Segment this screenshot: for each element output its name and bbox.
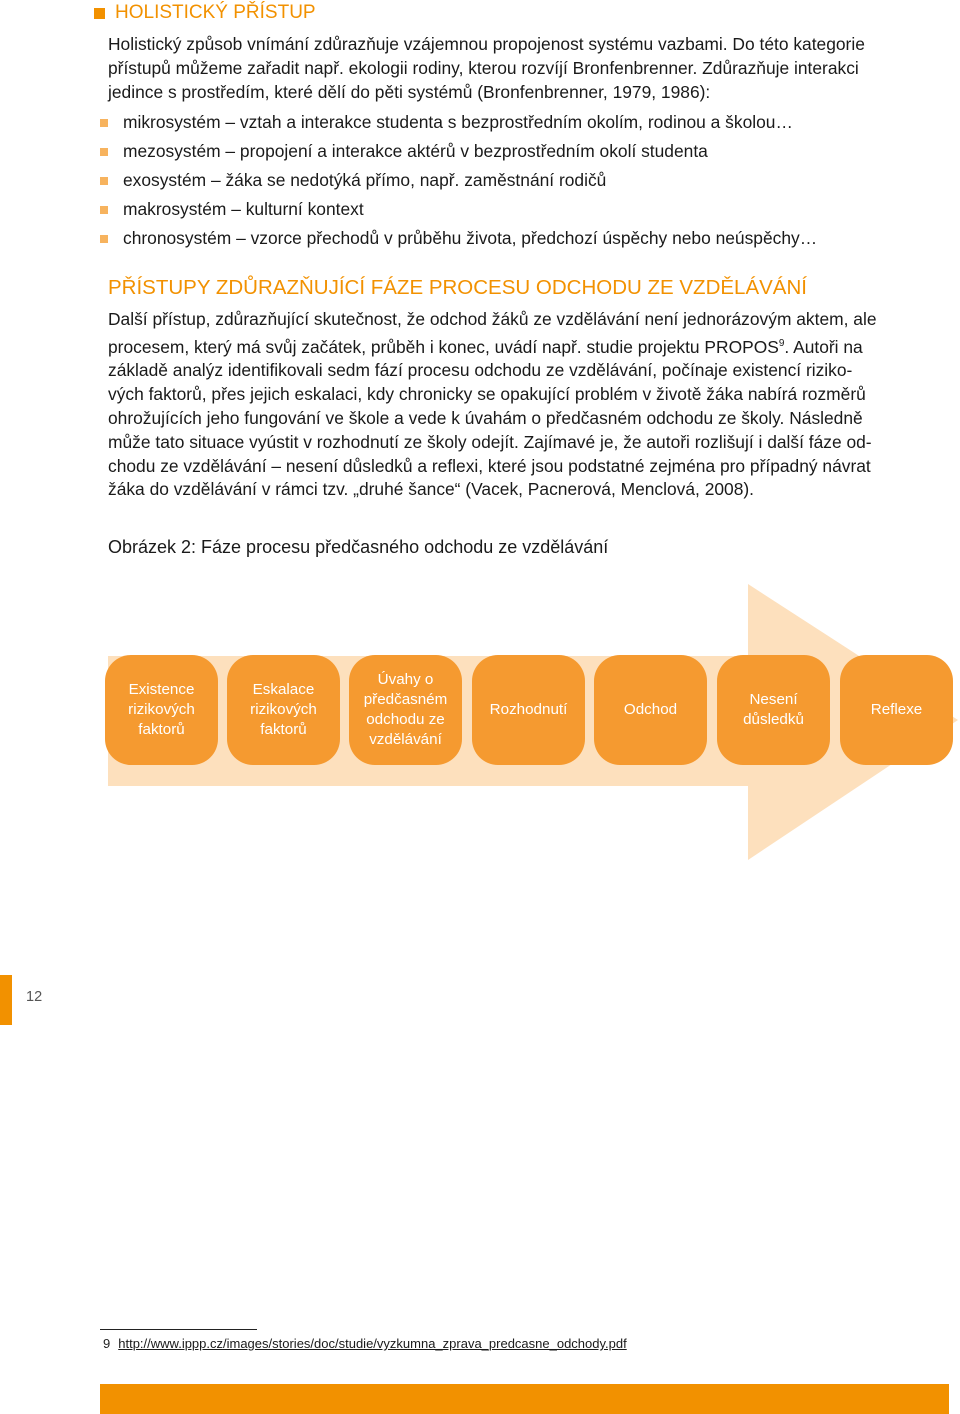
bullet-square-icon bbox=[100, 119, 108, 127]
list-item bbox=[100, 224, 817, 253]
phase-box bbox=[594, 655, 707, 765]
phase-box bbox=[717, 655, 830, 765]
phase-label: Eskalace rizikových faktorů bbox=[250, 681, 317, 738]
paragraph-line-text: procesem, který má svůj začátek, průběh i konec, uvádí např. studie projektu PROPOS bbox=[108, 336, 779, 357]
holistic-paragraph bbox=[108, 33, 951, 104]
bullet-square-icon bbox=[100, 177, 108, 185]
phase-label: Nesení důsledků bbox=[743, 691, 804, 728]
paragraph-line: může tato situace vyústit v rozhodnutí ze školy odejít. Zajímavé je, že autoři rozlišují i další fáze od- bbox=[108, 431, 872, 452]
paragraph-line: základě analýz identifikovali sedm fází procesu odchodu ze vzdělávání, počínaje existencí riziko- bbox=[108, 360, 853, 381]
footnote-link[interactable]: http://www.ippp.cz/images/stories/doc/studie/vyzkumna_zprava_predcasne_odchody.pdf bbox=[118, 1336, 627, 1351]
list-item-text: mikrosystém – vztah a interakce studenta s bezprostředním okolím, rodinou a školou… bbox=[123, 112, 793, 132]
section-heading-text: HOLISTICKÝ PŘÍSTUP bbox=[115, 2, 316, 23]
phase-label: Rozhodnutí bbox=[489, 701, 568, 718]
paragraph-line bbox=[108, 332, 951, 360]
page-marker-bar bbox=[0, 975, 12, 1025]
list-item bbox=[100, 108, 817, 137]
list-item bbox=[100, 166, 817, 195]
paragraph-line: Holistický způsob vnímání zdůrazňuje vzájemnou propojenost systému vazbami. Do této kategorie bbox=[108, 34, 865, 54]
page-number: 12 bbox=[26, 989, 43, 1005]
phase-label: Reflexe bbox=[870, 701, 923, 718]
phase-box bbox=[840, 655, 953, 765]
phase-label: Úvahy o předčasném odchodu ze vzdělávání bbox=[363, 671, 448, 748]
footer-bar bbox=[100, 1384, 949, 1414]
systems-list bbox=[100, 108, 817, 253]
list-item bbox=[100, 195, 817, 224]
bullet-square-icon bbox=[100, 148, 108, 156]
paragraph-line: přístupů můžeme zařadit např. ekologii rodiny, kterou rozvíjí Bronfenbrenner. Zdůrazňuje interakci bbox=[108, 57, 859, 78]
list-item-text: makrosystém – kulturní kontext bbox=[123, 199, 364, 219]
paragraph-line: žáka do vzdělávání v rámci tzv. „druhé šance“ (Vacek, Pacnerová, Menclová, 2008). bbox=[108, 479, 755, 500]
phase-label: Odchod bbox=[623, 701, 678, 718]
paragraph-line: jedince s prostředím, které dělí do pěti systémů (Bronfenbrenner, 1979, 1986): bbox=[108, 81, 711, 102]
bullet-square-icon bbox=[100, 235, 108, 243]
phase-box bbox=[349, 655, 462, 765]
paragraph-line: chodu ze vzdělávání – nesení důsledků a reflexi, které jsou podstatné zejména pro případný návrat bbox=[108, 455, 871, 476]
list-item-text: chronosystém – vzorce přechodů v průběhu života, předchozí úspěchy nebo neúspěchy… bbox=[123, 228, 818, 248]
bullet-square-icon bbox=[100, 206, 108, 214]
footnote-ref[interactable]: 9 bbox=[778, 337, 785, 349]
phase-box bbox=[227, 655, 340, 765]
paragraph-line: ohrožujících jeho fungování ve škole a vede k úvahám o předčasném odchodu ze školy. Následně bbox=[108, 407, 863, 428]
phases-paragraph bbox=[108, 308, 951, 502]
footnote bbox=[103, 1336, 627, 1351]
phase-box bbox=[105, 655, 218, 765]
paragraph-line: Další přístup, zdůrazňující skutečnost, že odchod žáků ze vzdělávání není jednorázovým aktem, ale bbox=[108, 309, 877, 329]
section-heading-holistic bbox=[94, 2, 316, 24]
paragraph-line: vých faktorů, přes jejich eskalaci, kdy chronicky se opakující problém v životě žáka nabírá rozměrů bbox=[108, 384, 866, 405]
heading-square-icon bbox=[94, 8, 105, 19]
paragraph-line-tail: . Autoři na bbox=[784, 336, 863, 357]
footnote-divider bbox=[100, 1329, 257, 1330]
list-item bbox=[100, 137, 817, 166]
figure-caption: Obrázek 2: Fáze procesu předčasného odchodu ze vzdělávání bbox=[108, 537, 609, 557]
phase-box bbox=[472, 655, 585, 765]
list-item-text: exosystém – žáka se nedotýká přímo, např. zaměstnání rodičů bbox=[123, 170, 607, 190]
footnote-number: 9 bbox=[103, 1336, 111, 1351]
section-heading-phases: PŘÍSTUPY ZDŮRAZŇUJÍCÍ FÁZE PROCESU ODCHODU ZE VZDĚLÁVÁNÍ bbox=[108, 276, 807, 299]
list-item-text: mezosystém – propojení a interakce aktérů v bezprostředním okolí studenta bbox=[123, 141, 708, 161]
phase-label: Existence rizikových faktorů bbox=[128, 681, 195, 738]
